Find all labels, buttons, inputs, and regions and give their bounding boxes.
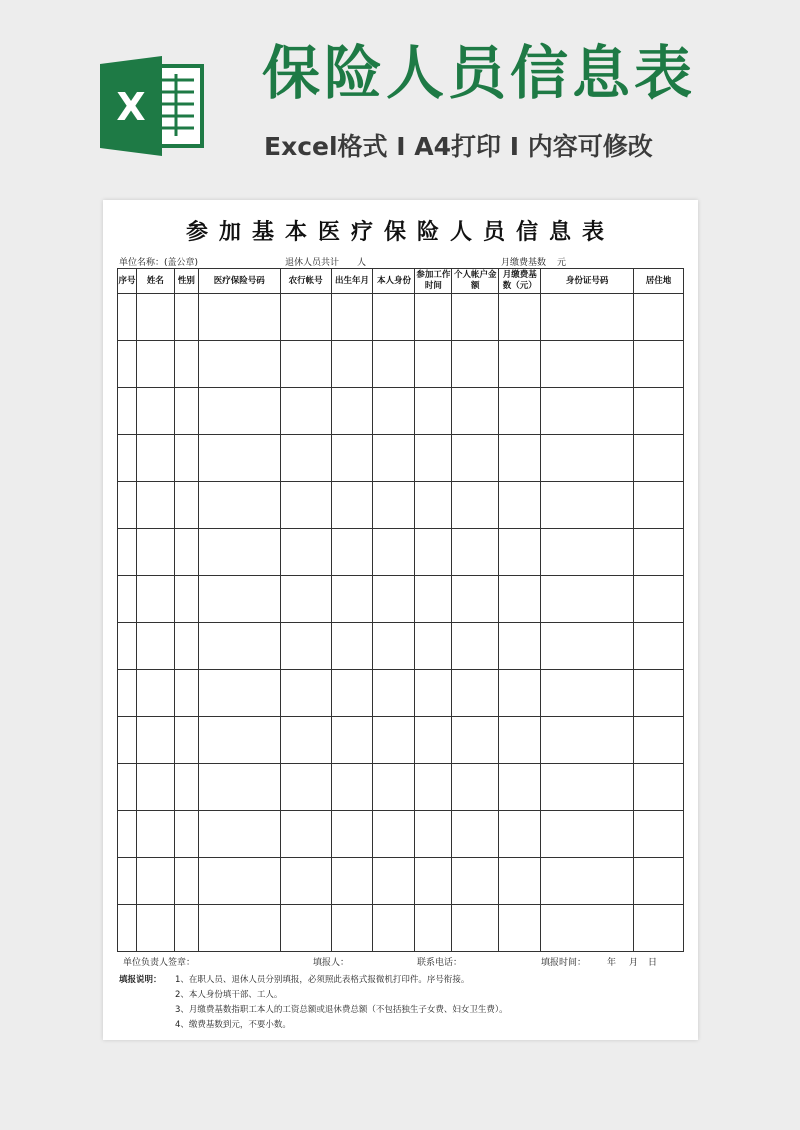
table-cell[interactable] bbox=[633, 811, 683, 858]
form-frame bbox=[117, 213, 684, 1030]
table-cell[interactable] bbox=[541, 764, 634, 811]
table-row bbox=[118, 529, 684, 576]
table-cell[interactable] bbox=[373, 717, 415, 764]
table-cell[interactable] bbox=[174, 905, 198, 952]
table-cell[interactable] bbox=[118, 717, 137, 764]
table-cell[interactable] bbox=[452, 623, 499, 670]
table-cell[interactable] bbox=[373, 623, 415, 670]
table-cell[interactable] bbox=[198, 623, 280, 670]
table-cell[interactable] bbox=[541, 623, 634, 670]
date-day: 日 bbox=[648, 958, 658, 968]
table-cell[interactable] bbox=[198, 576, 280, 623]
table-cell[interactable] bbox=[118, 529, 137, 576]
table-cell[interactable] bbox=[280, 388, 331, 435]
table-cell[interactable] bbox=[415, 905, 452, 952]
table-cell[interactable] bbox=[198, 529, 280, 576]
table-cell[interactable] bbox=[198, 294, 280, 341]
table-row bbox=[118, 905, 684, 952]
signer-label: 单位负责人签章： bbox=[123, 958, 196, 968]
table-cell[interactable] bbox=[136, 482, 174, 529]
table-cell[interactable] bbox=[452, 858, 499, 905]
table-cell[interactable] bbox=[331, 529, 373, 576]
table-cell[interactable] bbox=[373, 482, 415, 529]
excel-logo-icon bbox=[100, 56, 206, 156]
table-cell[interactable] bbox=[174, 576, 198, 623]
table-cell[interactable] bbox=[633, 435, 683, 482]
table-cell[interactable] bbox=[541, 294, 634, 341]
table-cell[interactable] bbox=[499, 717, 541, 764]
table-cell[interactable] bbox=[541, 858, 634, 905]
table-cell[interactable] bbox=[452, 294, 499, 341]
table-cell[interactable] bbox=[499, 764, 541, 811]
table-cell[interactable] bbox=[280, 529, 331, 576]
table-header-row bbox=[118, 269, 684, 294]
table-cell[interactable] bbox=[633, 529, 683, 576]
table-cell[interactable] bbox=[280, 717, 331, 764]
table-cell[interactable] bbox=[174, 670, 198, 717]
date-label: 填报时间： bbox=[541, 958, 587, 968]
table-row bbox=[118, 764, 684, 811]
table-cell[interactable] bbox=[541, 717, 634, 764]
table-row bbox=[118, 294, 684, 341]
table-cell[interactable] bbox=[633, 764, 683, 811]
table-cell[interactable] bbox=[452, 905, 499, 952]
table-cell[interactable] bbox=[415, 435, 452, 482]
table-cell[interactable] bbox=[415, 717, 452, 764]
table-cell[interactable] bbox=[280, 764, 331, 811]
table-cell[interactable] bbox=[499, 858, 541, 905]
table-cell[interactable] bbox=[198, 811, 280, 858]
table-cell[interactable] bbox=[452, 717, 499, 764]
table-cell[interactable] bbox=[280, 482, 331, 529]
table-cell[interactable] bbox=[198, 435, 280, 482]
table-cell[interactable] bbox=[198, 388, 280, 435]
table-cell[interactable] bbox=[331, 717, 373, 764]
table-cell[interactable] bbox=[331, 388, 373, 435]
table-cell[interactable] bbox=[499, 905, 541, 952]
table-cell[interactable] bbox=[280, 294, 331, 341]
column-header: 个人帐户金额 bbox=[452, 269, 499, 294]
column-header: 参加工作时间 bbox=[415, 269, 452, 294]
table-row bbox=[118, 717, 684, 764]
table-cell[interactable] bbox=[136, 576, 174, 623]
table-cell[interactable] bbox=[136, 529, 174, 576]
table-cell[interactable] bbox=[373, 670, 415, 717]
table-cell[interactable] bbox=[499, 435, 541, 482]
column-header: 性别 bbox=[174, 269, 198, 294]
table-row bbox=[118, 670, 684, 717]
column-header: 农行帐号 bbox=[280, 269, 331, 294]
table-cell[interactable] bbox=[174, 435, 198, 482]
column-header: 居住地 bbox=[633, 269, 683, 294]
table-cell[interactable] bbox=[541, 670, 634, 717]
table-cell[interactable] bbox=[415, 294, 452, 341]
table-cell[interactable] bbox=[452, 764, 499, 811]
table-cell[interactable] bbox=[373, 529, 415, 576]
table-cell[interactable] bbox=[633, 294, 683, 341]
note-item: 4、缴费基数到元，不要小数。 bbox=[175, 1020, 291, 1030]
table-cell[interactable] bbox=[136, 858, 174, 905]
table-cell[interactable] bbox=[541, 905, 634, 952]
table-cell[interactable] bbox=[198, 905, 280, 952]
table-cell[interactable] bbox=[452, 341, 499, 388]
table-row bbox=[118, 435, 684, 482]
unit-name-label: 单位名称：(盖公章) bbox=[119, 258, 199, 268]
table-cell[interactable] bbox=[633, 482, 683, 529]
table-row bbox=[118, 858, 684, 905]
table-cell[interactable] bbox=[174, 623, 198, 670]
column-header: 序号 bbox=[118, 269, 137, 294]
column-header: 医疗保险号码 bbox=[198, 269, 280, 294]
table-cell[interactable] bbox=[331, 670, 373, 717]
table-cell[interactable] bbox=[373, 858, 415, 905]
table-cell[interactable] bbox=[499, 294, 541, 341]
column-header: 本人身份 bbox=[373, 269, 415, 294]
banner-subtitle: Excel格式 Ⅰ A4打印 Ⅰ 内容可修改 bbox=[264, 132, 653, 161]
table-cell[interactable] bbox=[373, 341, 415, 388]
table-cell[interactable] bbox=[118, 294, 137, 341]
table-cell[interactable] bbox=[633, 905, 683, 952]
date-month: 月 bbox=[629, 958, 639, 968]
table-cell[interactable] bbox=[373, 435, 415, 482]
table-cell[interactable] bbox=[198, 482, 280, 529]
table-cell[interactable] bbox=[415, 482, 452, 529]
retired-total-label: 退休人员共计 bbox=[285, 258, 340, 268]
table-cell[interactable] bbox=[415, 341, 452, 388]
table-cell[interactable] bbox=[280, 858, 331, 905]
phone-label: 联系电话： bbox=[417, 958, 463, 968]
table-row bbox=[118, 388, 684, 435]
table-cell[interactable] bbox=[280, 905, 331, 952]
table-cell[interactable] bbox=[633, 717, 683, 764]
table-cell[interactable] bbox=[499, 811, 541, 858]
table-cell[interactable] bbox=[118, 435, 137, 482]
table-cell[interactable] bbox=[136, 811, 174, 858]
column-header: 出生年月 bbox=[331, 269, 373, 294]
table-cell[interactable] bbox=[136, 341, 174, 388]
table-row bbox=[118, 576, 684, 623]
monthly-base-label: 月缴费基数 bbox=[501, 258, 547, 268]
table-cell[interactable] bbox=[118, 576, 137, 623]
table-cell[interactable] bbox=[331, 764, 373, 811]
table-cell[interactable] bbox=[541, 811, 634, 858]
table-cell[interactable] bbox=[174, 858, 198, 905]
table-cell[interactable] bbox=[541, 576, 634, 623]
table-cell[interactable] bbox=[331, 341, 373, 388]
table-cell[interactable] bbox=[174, 341, 198, 388]
table-cell[interactable] bbox=[136, 435, 174, 482]
table-cell[interactable] bbox=[452, 811, 499, 858]
table-cell[interactable] bbox=[452, 482, 499, 529]
table-cell[interactable] bbox=[452, 529, 499, 576]
table-cell[interactable] bbox=[499, 482, 541, 529]
table-cell[interactable] bbox=[331, 858, 373, 905]
logo-letter: X bbox=[116, 85, 146, 129]
banner-title: 保险人员信息表 bbox=[262, 39, 697, 107]
table-cell[interactable] bbox=[541, 482, 634, 529]
table-cell[interactable] bbox=[415, 764, 452, 811]
table-cell[interactable] bbox=[136, 670, 174, 717]
table-cell[interactable] bbox=[174, 388, 198, 435]
table-cell[interactable] bbox=[499, 388, 541, 435]
note-item: 2、本人身份填干部、工人。 bbox=[175, 990, 283, 1000]
column-header: 月缴费基数（元） bbox=[499, 269, 541, 294]
table-cell[interactable] bbox=[174, 764, 198, 811]
column-header: 姓名 bbox=[136, 269, 174, 294]
table-cell[interactable] bbox=[499, 576, 541, 623]
table-cell[interactable] bbox=[499, 670, 541, 717]
monthly-base-unit: 元 bbox=[557, 258, 567, 268]
table-cell[interactable] bbox=[174, 717, 198, 764]
table-cell[interactable] bbox=[633, 858, 683, 905]
table-cell[interactable] bbox=[373, 811, 415, 858]
table-cell[interactable] bbox=[331, 623, 373, 670]
table-cell[interactable] bbox=[415, 623, 452, 670]
table-cell[interactable] bbox=[499, 529, 541, 576]
table-cell[interactable] bbox=[198, 670, 280, 717]
table-cell[interactable] bbox=[633, 623, 683, 670]
table-cell[interactable] bbox=[118, 670, 137, 717]
form-title: 参加基本医疗保险人员信息表 bbox=[185, 220, 615, 245]
table-row bbox=[118, 482, 684, 529]
table-cell[interactable] bbox=[373, 905, 415, 952]
table-cell[interactable] bbox=[541, 341, 634, 388]
table-cell[interactable] bbox=[499, 623, 541, 670]
table-cell[interactable] bbox=[541, 435, 634, 482]
table-cell[interactable] bbox=[373, 576, 415, 623]
notes-title: 填报说明： bbox=[119, 975, 162, 985]
table-cell[interactable] bbox=[136, 388, 174, 435]
table-cell[interactable] bbox=[118, 858, 137, 905]
date-year: 年 bbox=[607, 958, 617, 968]
table-cell[interactable] bbox=[373, 388, 415, 435]
note-item: 1、在职人员、退休人员分别填报，必须照此表格式报微机打印件。序号衔接。 bbox=[175, 975, 470, 985]
table-cell[interactable] bbox=[118, 388, 137, 435]
table-cell[interactable] bbox=[415, 576, 452, 623]
table-cell[interactable] bbox=[373, 294, 415, 341]
retired-unit: 人 bbox=[357, 258, 367, 268]
table-cell[interactable] bbox=[280, 576, 331, 623]
insured-people-table bbox=[117, 268, 684, 952]
table-row bbox=[118, 811, 684, 858]
table-row bbox=[118, 341, 684, 388]
table-cell[interactable] bbox=[136, 294, 174, 341]
form-sheet bbox=[103, 200, 698, 1040]
table-cell[interactable] bbox=[331, 482, 373, 529]
table-cell[interactable] bbox=[452, 435, 499, 482]
table-cell[interactable] bbox=[452, 576, 499, 623]
table-cell[interactable] bbox=[118, 764, 137, 811]
column-header: 身份证号码 bbox=[541, 269, 634, 294]
table-cell[interactable] bbox=[198, 764, 280, 811]
table-cell[interactable] bbox=[280, 623, 331, 670]
filler-label: 填报人： bbox=[313, 958, 350, 968]
table-cell[interactable] bbox=[633, 388, 683, 435]
table-cell[interactable] bbox=[415, 388, 452, 435]
table-cell[interactable] bbox=[136, 905, 174, 952]
table-cell[interactable] bbox=[136, 623, 174, 670]
table-cell[interactable] bbox=[541, 388, 634, 435]
table-cell[interactable] bbox=[415, 670, 452, 717]
table-cell[interactable] bbox=[280, 341, 331, 388]
table-cell[interactable] bbox=[415, 529, 452, 576]
note-item: 3、月缴费基数指职工本人的工资总额或退休费总额（不包括独生子女费、妇女卫生费）。 bbox=[175, 1005, 508, 1015]
table-cell[interactable] bbox=[198, 341, 280, 388]
table-cell[interactable] bbox=[174, 811, 198, 858]
table-cell[interactable] bbox=[415, 811, 452, 858]
table-cell[interactable] bbox=[174, 529, 198, 576]
table-cell[interactable] bbox=[280, 435, 331, 482]
table-cell[interactable] bbox=[174, 294, 198, 341]
table-cell[interactable] bbox=[633, 670, 683, 717]
table-cell[interactable] bbox=[331, 576, 373, 623]
table-cell[interactable] bbox=[331, 811, 373, 858]
table-cell[interactable] bbox=[118, 811, 137, 858]
table-cell[interactable] bbox=[633, 576, 683, 623]
table-cell[interactable] bbox=[541, 529, 634, 576]
table-cell[interactable] bbox=[198, 858, 280, 905]
table-row bbox=[118, 623, 684, 670]
table-cell[interactable] bbox=[452, 388, 499, 435]
table-cell[interactable] bbox=[331, 905, 373, 952]
table-cell[interactable] bbox=[198, 717, 280, 764]
table-cell[interactable] bbox=[415, 858, 452, 905]
table-cell[interactable] bbox=[118, 623, 137, 670]
table-cell[interactable] bbox=[633, 341, 683, 388]
table-cell[interactable] bbox=[136, 717, 174, 764]
table-cell[interactable] bbox=[174, 482, 198, 529]
table-cell[interactable] bbox=[118, 905, 137, 952]
table-cell[interactable] bbox=[118, 482, 137, 529]
table-cell[interactable] bbox=[373, 764, 415, 811]
table-cell[interactable] bbox=[280, 670, 331, 717]
table-cell[interactable] bbox=[499, 341, 541, 388]
table-cell[interactable] bbox=[118, 341, 137, 388]
table-cell[interactable] bbox=[280, 811, 331, 858]
table-cell[interactable] bbox=[331, 435, 373, 482]
table-cell[interactable] bbox=[136, 764, 174, 811]
table-cell[interactable] bbox=[452, 670, 499, 717]
table-cell[interactable] bbox=[331, 294, 373, 341]
